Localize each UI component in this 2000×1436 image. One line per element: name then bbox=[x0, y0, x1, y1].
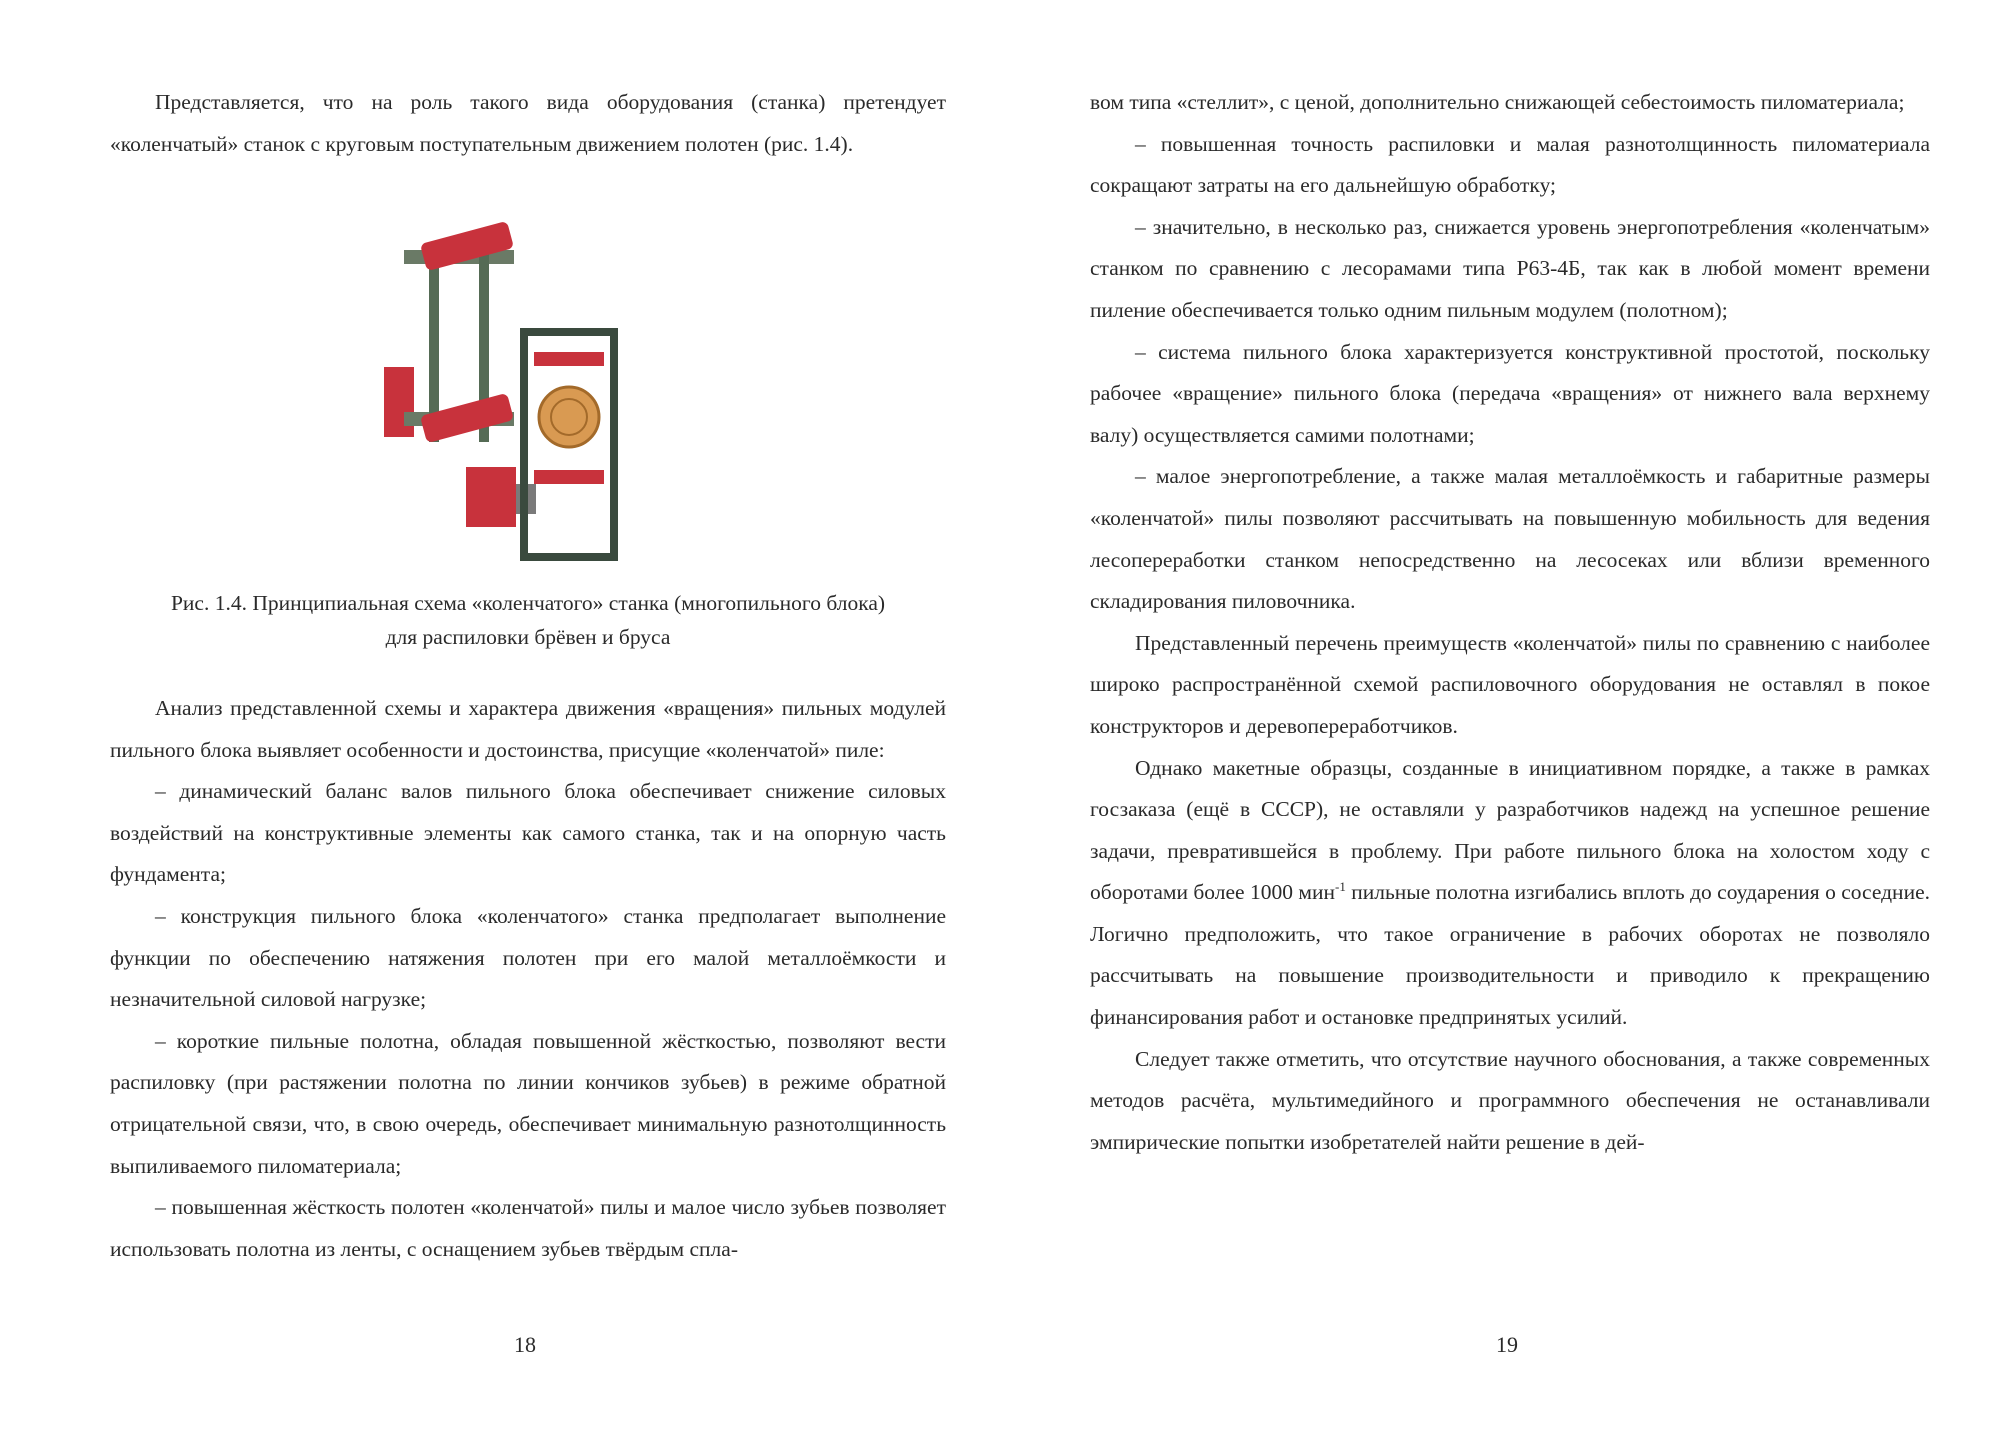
rpm-superscript: -1 bbox=[1334, 879, 1346, 895]
paragraph: – значительно, в несколько раз, снижается уровень энергопотребления «коленчатым» станком по сравнению с лесорамами типа Р63-4Б, так как в любой момент времени пиление обеспечивается только одним пильным модулем (полотном); bbox=[1090, 214, 1930, 322]
paragraph: Представленный перечень преимуществ «коленчатой» пилы по сравнению с наиболее широко распространённой схемой распиловочного оборудования не оставлял в покое конструкторов и деревопереработчиков. bbox=[1090, 630, 1930, 738]
left-body-text bbox=[110, 688, 946, 1270]
log-cross-section-illustration bbox=[539, 387, 599, 447]
paragraph: – малое энергопотребление, а также малая металлоёмкость и габаритные размеры «коленчатой» пилы позволяют рассчитывать на повышенную мобильность для ведения лесопереработки станком непосредственно на лесосеках или вблизи временного складирования пиловочника. bbox=[1090, 464, 1930, 614]
right-body-text bbox=[1090, 82, 1930, 1163]
top-crank-row-illustration bbox=[534, 352, 604, 366]
figure-caption-line2: для распиловки брёвен и бруса bbox=[385, 625, 671, 649]
page-number: 19 bbox=[1496, 1332, 1518, 1357]
paragraph: – повышенная жёсткость полотен «коленчатой» пилы и малое число зубьев позволяет использовать полотна из ленты, с оснащением зубьев твёрдым спла- bbox=[110, 1195, 946, 1261]
bottom-crank-row-illustration bbox=[534, 470, 604, 484]
paragraph: Анализ представленной схемы и характера движения «вращения» пильных модулей пильного блока выявляет особенности и достоинства, присущие «коленчатой» пиле: bbox=[110, 696, 946, 762]
right-page bbox=[1090, 0, 1930, 1436]
rpm-text-after: пильные полотна изгибались вплоть до соударения о соседние. Логично предположить, что такое ограничение в рабочих оборотах не позволяло рассчитывать на повышение производительности и приводило к прекращению финансирования работ и остановке предпринятых усилий. bbox=[1090, 880, 1930, 1030]
paragraph: – короткие пильные полотна, обладая повышенной жёсткостью, позволяют вести распиловку (при растяжении полотна по линии кончиков зубьев) в режиме обратной отрицательной связи, что, в свою очередь, обеспечивает минимальную разнотолщинность выпиливаемого пиломатериала; bbox=[110, 1028, 946, 1178]
paragraph: – система пильного блока характеризуется конструктивной простотой, поскольку рабочее «вращение» пильного блока (передача «вращения» от нижнего вала верхнему валу) осуществляется самими полотнами; bbox=[1090, 339, 1930, 447]
drive-motor-illustration bbox=[466, 467, 516, 527]
paragraph-rpm bbox=[1090, 748, 1930, 1039]
paragraph: – повышенная точность распиловки и малая разнотолщинность пиломатериала сокращают затраты на его дальнейшую обработку; bbox=[1090, 131, 1930, 198]
paragraph: Следует также отметить, что отсутствие научного обоснования, а также современных методов расчёта, мультимедийного и программного обеспечения не останавливали эмпирические попытки изобретателей найти решение в дей- bbox=[1090, 1046, 1930, 1154]
figure-sawmill-diagram bbox=[384, 222, 684, 562]
figure-caption bbox=[110, 586, 946, 654]
left-page bbox=[110, 0, 946, 1436]
paragraph: вом типа «стеллит», с ценой, дополнительно снижающей себестоимость пиломатериала; bbox=[1090, 90, 1905, 114]
paragraph: – конструкция пильного блока «коленчатого» станка предполагает выполнение функции по обеспечению натяжения полотен при его малой металлоёмкости и незначительной силовой нагрузке; bbox=[110, 903, 946, 1012]
paragraph: – динамический баланс валов пильного блока обеспечивает снижение силовых воздействий на конструктивные элементы как самого станка, так и на опорную часть фундамента; bbox=[110, 779, 946, 887]
rpm-text-before: Однако макетные образцы, созданные в инициативном порядке, а также в рамках госзаказа (ещё в СССР), не оставляли у разработчиков надежд на успешное решение задачи, превратившейся в проблему. При работе пильного блока на холостом ходу с оборотами более 1000 мин bbox=[1090, 755, 1930, 905]
motor-left-illustration bbox=[384, 367, 414, 437]
page-number: 18 bbox=[514, 1332, 536, 1357]
intro-paragraph: Представляется, что на роль такого вида оборудования (станка) претендует «коленчатый» станок с круговым поступательным движением полотен (рис. 1.4). bbox=[110, 90, 946, 156]
figure-caption-line1: Рис. 1.4. Принципиальная схема «коленчатого» станка (многопильного блока) bbox=[170, 591, 886, 615]
